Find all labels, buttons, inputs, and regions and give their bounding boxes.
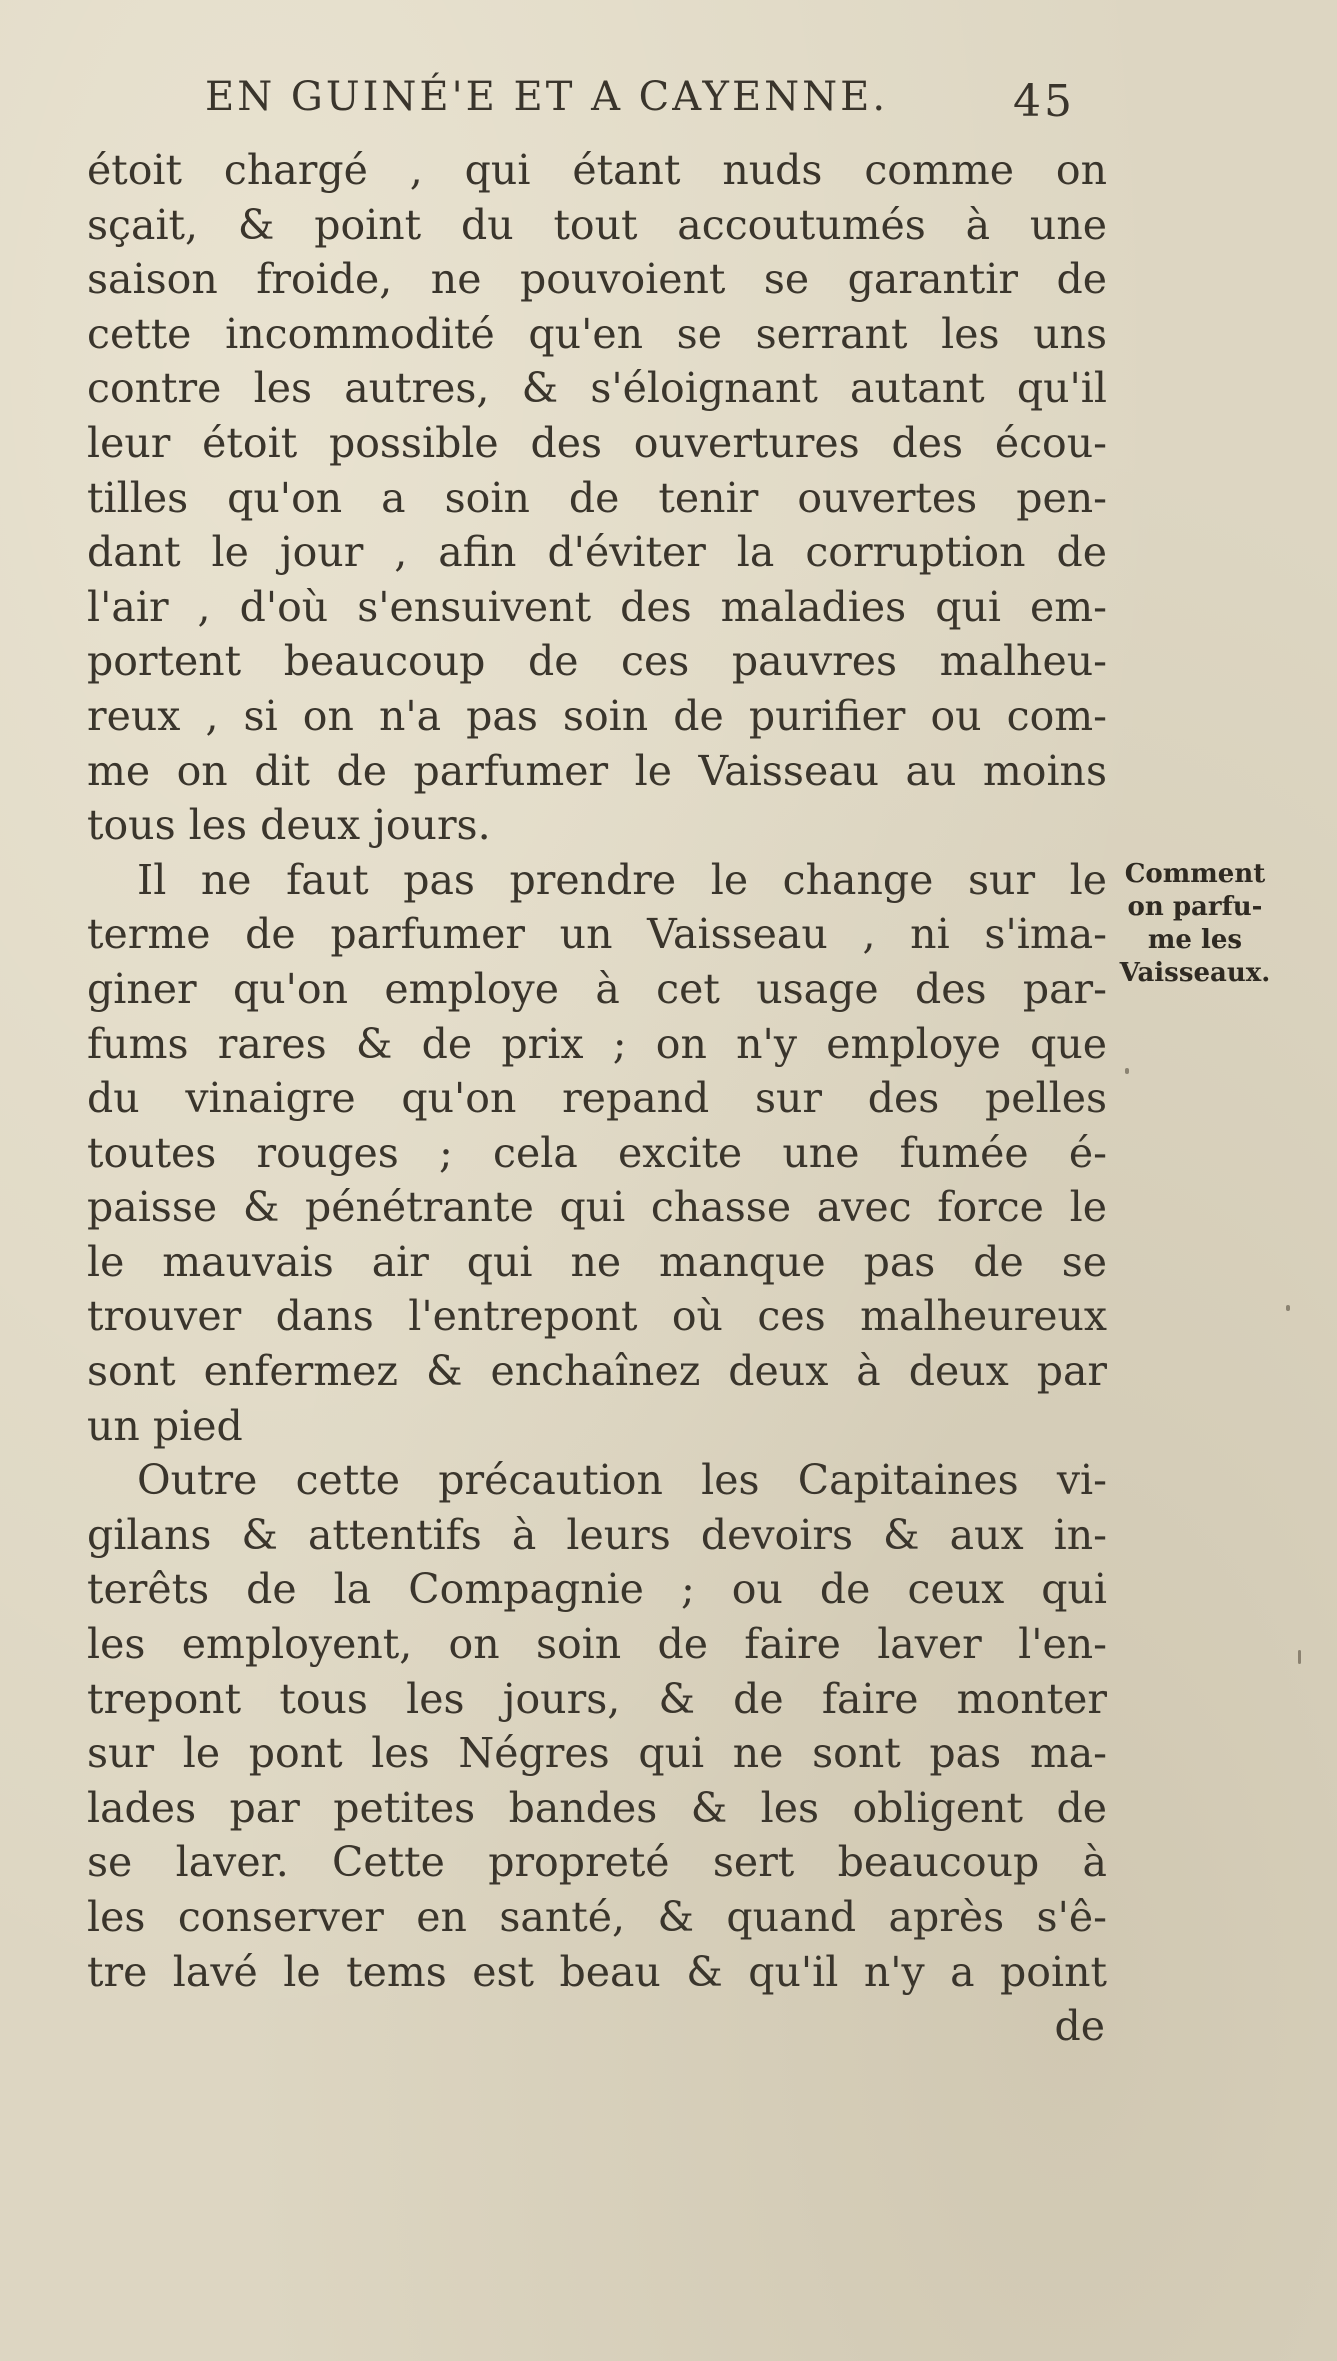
text-line: reux , si on n'a pas soin de purifier ou com-	[87, 691, 1107, 740]
text-line: sont enfermez & enchaînez deux à deux par	[87, 1347, 1107, 1396]
catchword: de	[1054, 2002, 1105, 2051]
text-line: fums rares & de prix ; on n'y employe que	[87, 1019, 1107, 1068]
text-line: terêts de la Compagnie ; ou de ceux qui	[87, 1565, 1107, 1614]
text-line: paisse & pénétrante qui chasse avec force le	[87, 1183, 1107, 1232]
paper-speck	[1286, 1305, 1290, 1311]
text-line: tilles qu'on a soin de tenir ouvertes pen-	[87, 473, 1107, 522]
text-line: portent beaucoup de ces pauvres malheu-	[87, 637, 1107, 686]
paper-speck	[1298, 1650, 1301, 1664]
running-head	[205, 74, 1075, 134]
text-line: Il ne faut pas prendre le change sur le	[137, 855, 1107, 904]
text-line: toutes rouges ; cela excite une fumée é-	[87, 1128, 1107, 1177]
text-line: se laver. Cette propreté sert beaucoup à	[87, 1838, 1107, 1887]
text-line: sçait, & point du tout accoutumés à une	[87, 200, 1107, 249]
text-line: terme de parfumer un Vaisseau , ni s'ima-	[87, 910, 1107, 959]
text-line: me on dit de parfumer le Vaisseau au moins	[87, 746, 1107, 795]
text-line: étoit chargé , qui étant nuds comme on	[87, 146, 1107, 194]
text-line: tre lavé le tems est beau & qu'il n'y a point	[87, 1947, 1107, 1996]
margin-note	[1106, 858, 1284, 990]
text-line: leur étoit possible des ouvertures des écou-	[87, 418, 1107, 467]
text-line: du vinaigre qu'on repand sur des pelles	[87, 1074, 1107, 1123]
text-line: l'air , d'où s'ensuivent des maladies qui em-	[87, 582, 1107, 631]
text-line: sur le pont les Négres qui ne sont pas ma-	[87, 1729, 1107, 1778]
text-line: Outre cette précaution les Capitaines vi-	[137, 1456, 1107, 1505]
paper-speck	[1125, 1068, 1129, 1074]
margin-note-line: me les	[1147, 925, 1243, 955]
text-line: gilans & attentifs à leurs devoirs & aux in-	[87, 1510, 1107, 1559]
running-title: EN GUINÉ'E ET A CAYENNE.	[205, 74, 889, 120]
text-line: trepont tous les jours, & de faire monter	[87, 1674, 1107, 1723]
text-line: lades par petites bandes & les obligent de	[87, 1783, 1107, 1832]
text-line: un pied	[87, 1401, 243, 1450]
body-text	[87, 143, 1107, 2054]
margin-note-line: Comment	[1124, 859, 1266, 889]
text-line: les conserver en santé, & quand après s'ê-	[87, 1893, 1107, 1941]
margin-note-line: on parfu-	[1127, 892, 1263, 922]
margin-note-line: Vaisseaux.	[1119, 958, 1271, 988]
text-line: le mauvais air qui ne manque pas de se	[87, 1237, 1107, 1286]
text-line: dant le jour , afin d'éviter la corruption de	[87, 528, 1107, 577]
text-line: giner qu'on employe à cet usage des par-	[87, 964, 1107, 1013]
text-line: tous les deux jours.	[87, 801, 491, 850]
text-line: contre les autres, & s'éloignant autant qu'il	[87, 364, 1107, 413]
text-line: les employent, on soin de faire laver l'en-	[87, 1620, 1107, 1669]
text-line: cette incommodité qu'en se serrant les uns	[87, 309, 1107, 358]
text-line: trouver dans l'entrepont où ces malheureux	[87, 1292, 1107, 1341]
page-number: 45	[1013, 76, 1075, 127]
text-line: saison froide, ne pouvoient se garantir de	[87, 255, 1107, 304]
